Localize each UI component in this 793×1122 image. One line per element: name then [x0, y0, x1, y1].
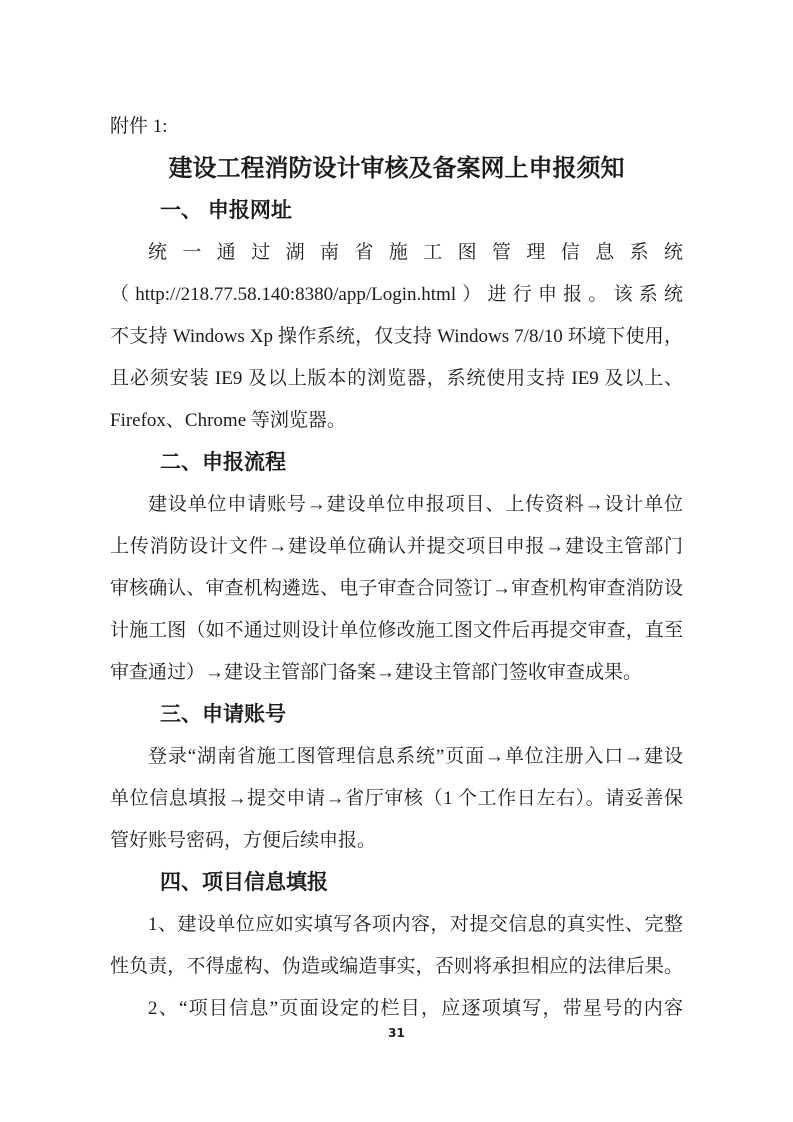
paragraph-line: 上传消防设计文件→建设单位确认并提交项目申报→建设主管部门: [110, 536, 683, 557]
section-heading: 二、申报流程: [160, 451, 286, 474]
paragraph-line: 且必须安装 IE9 及以上版本的浏览器，系统使用支持 IE9 及以上、: [110, 368, 683, 389]
paragraph-line: 审核确认、审查机构遴选、电子审查合同签订→审查机构审查消防设: [110, 578, 683, 599]
page-number: 31: [388, 1026, 405, 1040]
document-sections: [110, 190, 683, 1030]
paragraph-line: 建设单位申请账号→建设单位申报项目、上传资料→设计单位: [148, 494, 683, 515]
paragraph-line: 审查通过）→建设主管部门备案→建设主管部门签收审查成果。: [110, 662, 643, 683]
paragraph-line: 性负责，不得虚构、伪造或编造事实，否则将承担相应的法律后果。: [110, 956, 683, 977]
section-heading: 一、 申报网址: [160, 199, 292, 222]
attachment-label: 附件 1:: [110, 116, 168, 137]
document-body: [110, 106, 683, 1030]
paragraph-line: 2、“项目信息”页面设定的栏目，应逐项填写，带星号的内容: [148, 998, 683, 1019]
paragraph-line: 统一通过湖南省施工图管理信息系统: [148, 242, 683, 263]
paragraph-line: （http://218.77.58.140:8380/app/Login.html）进行申报。该系统: [110, 284, 683, 305]
paragraph-line: Firefox、Chrome 等浏览器。: [110, 410, 346, 431]
paragraph-line: 计施工图（如不通过则设计单位修改施工图文件后再提交审查，直至: [110, 620, 683, 641]
document-title: 建设工程消防设计审核及备案网上申报须知: [168, 156, 625, 182]
paragraph-line: 单位信息填报→提交申请→省厅审核（1 个工作日左右）。请妥善保: [110, 788, 683, 809]
paragraph-line: 不支持 Windows Xp 操作系统，仅支持 Windows 7/8/10 环境下使用，: [110, 326, 683, 347]
paragraph-line: 登录“湖南省施工图管理信息系统”页面→单位注册入口→建设: [148, 746, 683, 767]
paragraph-line: 1、建设单位应如实填写各项内容，对提交信息的真实性、完整: [148, 914, 683, 935]
section-heading: 三、申请账号: [160, 703, 286, 726]
paragraph-line: 管好账号密码，方便后续申报。: [110, 830, 377, 851]
section-heading: 四、项目信息填报: [160, 871, 328, 894]
